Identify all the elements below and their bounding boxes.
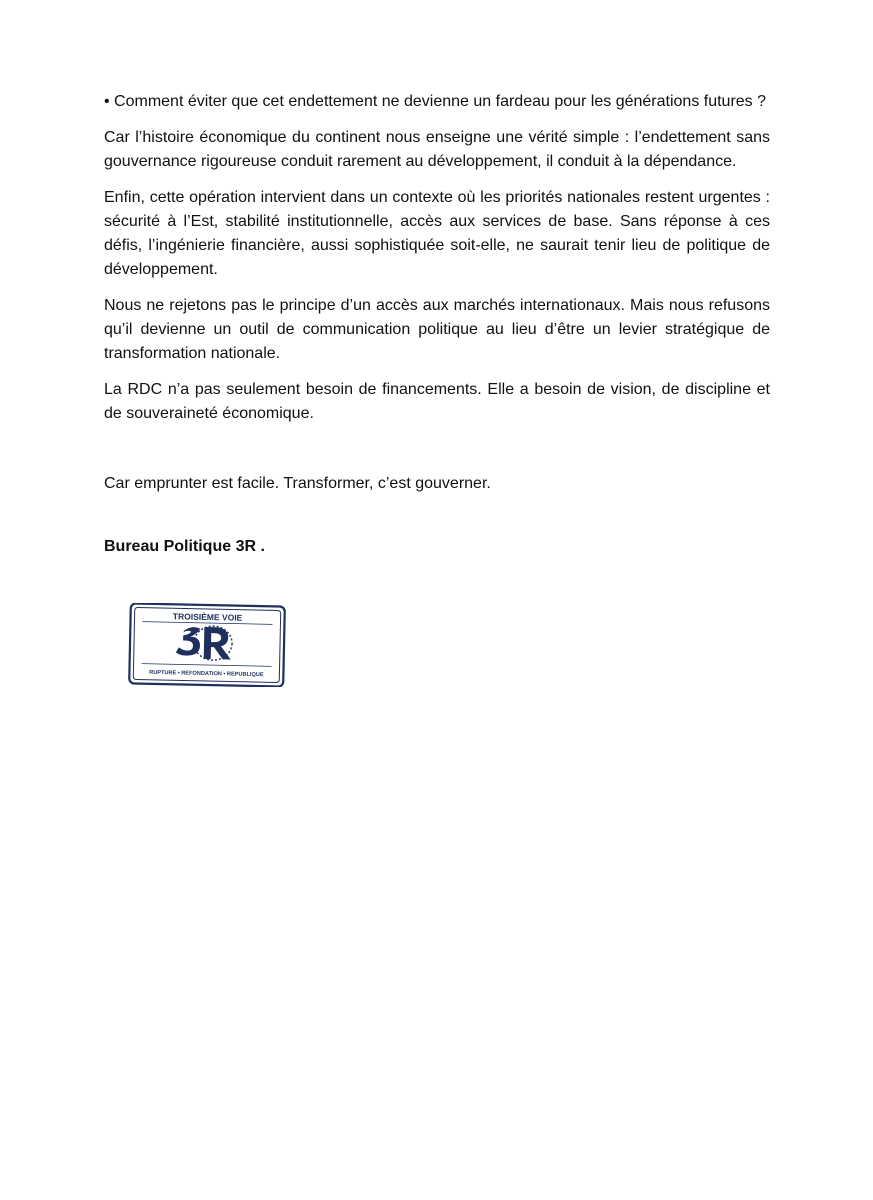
paragraph-history: Car l’histoire économique du continent nous enseigne une vérité simple : l’endettement sans gouvernance rigoureuse conduit rarement au développement, il conduit à la dépendance. (104, 129, 770, 170)
stamp-bottom-text: RUPTURE • REFONDATION • REPUBLIQUE (149, 669, 264, 679)
bullet-question: • Comment éviter que cet endettement ne devienne un fardeau pour les générations futures ? (104, 93, 767, 110)
signature: Bureau Politique 3R . (104, 538, 265, 555)
paragraph-context: Enfin, cette opération intervient dans un contexte où les priorités nationales restent urgentes : sécurité à l’Est, stabilité institutionnelle, accès aux services de base. Sans réponse à ces défis, l’ingénierie financière, aussi sophistiquée soit-elle, ne saurait tenir lieu de politique de développement. (104, 189, 770, 278)
spacer (104, 438, 770, 472)
closing-line: Car emprunter est facile. Transformer, c’est gouverner. (104, 475, 491, 492)
spacer (104, 508, 770, 536)
party-stamp (128, 603, 286, 687)
document-body (104, 90, 770, 558)
stamp-top-text: TROISIÈME VOIE (172, 611, 243, 623)
stamp-logo-icon (128, 603, 286, 687)
paragraph-markets: Nous ne rejetons pas le principe d’un accès aux marchés internationaux. Mais nous refusons qu’il devienne un outil de communication politique au lieu d’être un levier stratégique de transformation nationale. (104, 297, 770, 362)
paragraph-rdc: La RDC n’a pas seulement besoin de financements. Elle a besoin de vision, de discipline et de souveraineté économique. (104, 381, 770, 422)
